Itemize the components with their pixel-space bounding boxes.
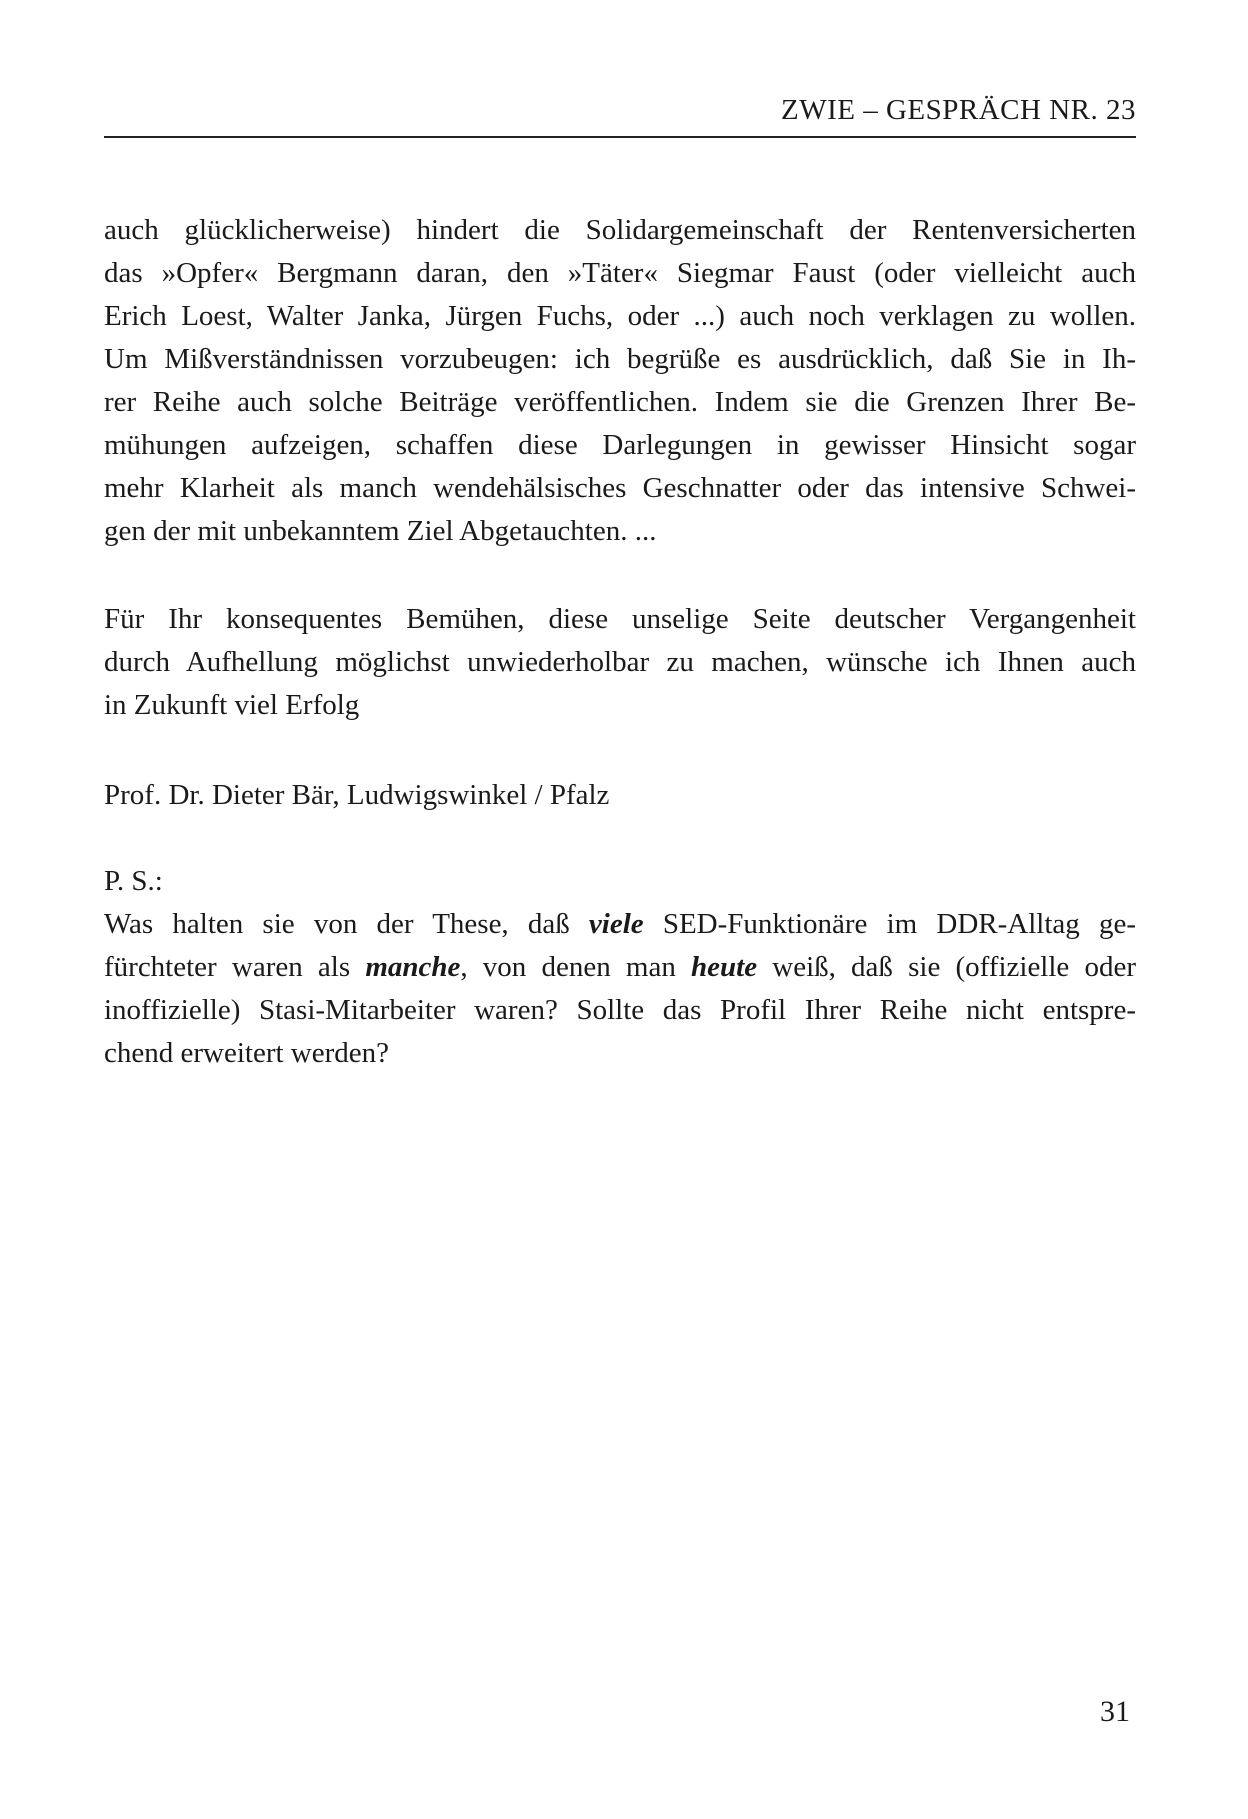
- text-segment: , von denen man: [460, 951, 692, 983]
- text-segment: weiß, daß sie (offizielle oder: [757, 951, 1137, 983]
- text-line: mühungen aufzeigen, schaffen diese Darlegungen in gewisser Hinsicht sogar: [104, 429, 1136, 461]
- text-line: gen der mit unbekanntem Ziel Abgetauchten. ...: [104, 515, 657, 547]
- postscript-label: P. S.:: [104, 865, 163, 897]
- text-segment: fürchteter waren als: [104, 951, 366, 983]
- text-line: chend erweitert werden?: [104, 1037, 390, 1069]
- letter-paragraph-2: [104, 598, 1136, 727]
- page-number: 31: [1100, 1695, 1130, 1728]
- text-segment: Was halten sie von der These, daß: [104, 908, 589, 940]
- emphasized-word: heute: [691, 951, 758, 983]
- page-header: [104, 92, 1136, 138]
- emphasized-word: manche: [365, 951, 461, 983]
- text-segment: SED-Funktionäre im DDR-Alltag ge-: [643, 908, 1136, 940]
- text-line: inoffizielle) Stasi-Mitarbeiter waren? Sollte das Profil Ihrer Reihe nicht entspre-: [104, 994, 1136, 1026]
- signature-line: Prof. Dr. Dieter Bär, Ludwigswinkel / Pfalz: [104, 779, 610, 811]
- postscript-block: [104, 860, 1136, 1075]
- letter-paragraph-1: [104, 209, 1136, 553]
- text-line: rer Reihe auch solche Beiträge veröffentlichen. Indem sie die Grenzen Ihrer Be-: [104, 386, 1136, 418]
- text-line: Um Mißverständnissen vorzubeugen: ich begrüße es ausdrücklich, daß Sie in Ih-: [104, 343, 1136, 375]
- running-header-title: ZWIE – GESPRÄCH NR. 23: [781, 94, 1136, 126]
- text-line: das »Opfer« Bergmann daran, den »Täter« Siegmar Faust (oder vielleicht auch: [104, 257, 1136, 289]
- emphasized-word: viele: [588, 908, 644, 940]
- text-line: Erich Loest, Walter Janka, Jürgen Fuchs, oder ...) auch noch verklagen zu wollen.: [104, 300, 1136, 332]
- text-line: mehr Klarheit als manch wendehälsisches Geschnatter oder das intensive Schwei-: [104, 472, 1136, 504]
- text-line: in Zukunft viel Erfolg: [104, 689, 360, 721]
- text-line: auch glücklicherweise) hindert die Solidargemeinschaft der Rentenversicherten: [104, 214, 1136, 246]
- text-line: [104, 946, 1136, 989]
- text-line: durch Aufhellung möglichst unwiederholbar zu machen, wünsche ich Ihnen auch: [104, 646, 1136, 678]
- text-line: [104, 903, 1136, 946]
- signature-block: [104, 774, 1136, 817]
- text-line: Für Ihr konsequentes Bemühen, diese unselige Seite deutscher Vergangenheit: [104, 603, 1136, 635]
